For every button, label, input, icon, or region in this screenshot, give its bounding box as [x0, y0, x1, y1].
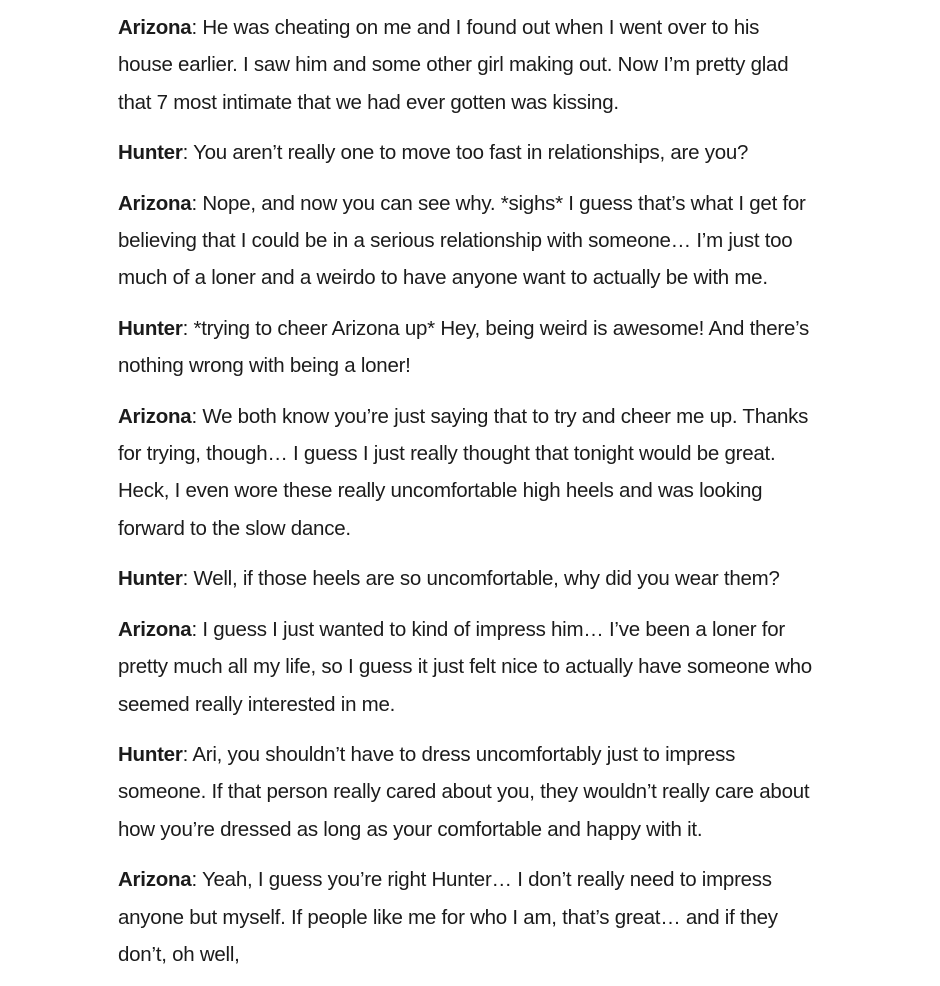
speaker-name: Arizona — [118, 16, 191, 39]
dialogue-paragraph — [118, 560, 818, 597]
dialogue-paragraph — [118, 134, 818, 171]
speaker-separator: : — [191, 868, 202, 891]
dialogue-paragraph — [118, 861, 818, 973]
speaker-separator: : — [191, 405, 202, 428]
dialogue-text: You aren’t really one to move too fast in relationships, are you? — [193, 141, 748, 164]
speaker-name: Hunter — [118, 317, 183, 340]
speaker-separator: : — [183, 317, 194, 340]
dialogue-text: He was cheating on me and I found out when I went over to his house earlier. I saw him and some other girl making out. Now I’m pretty glad that 7 most intimate that we had ever gotten was kissing. — [118, 16, 788, 114]
dialogue-text: Well, if those heels are so uncomfortable, why did you wear them? — [193, 567, 779, 590]
dialogue-text: We both know you’re just saying that to try and cheer me up. Thanks for trying, though… I guess I just really thought that tonight would be great. Heck, I even wore these really uncomfortable high heels and was looking forward to the slow dance. — [118, 405, 808, 540]
speaker-separator: : — [183, 141, 194, 164]
dialogue-paragraph — [118, 398, 818, 548]
speaker-name: Arizona — [118, 618, 191, 641]
speaker-separator: : — [191, 16, 202, 39]
dialogue-text: Ari, you shouldn’t have to dress uncomfortably just to impress someone. If that person really cared about you, they wouldn’t really care about how you’re dressed as long as your comfortable and happy with it. — [118, 743, 809, 841]
dialogue-text: I guess I just wanted to kind of impress him… I’ve been a loner for pretty much all my life, so I guess it just felt nice to actually have someone who seemed really interested in me. — [118, 618, 812, 716]
speaker-name: Arizona — [118, 868, 191, 891]
dialogue-paragraph — [118, 611, 818, 723]
dialogue-paragraph — [118, 310, 818, 385]
speaker-name: Arizona — [118, 405, 191, 428]
speaker-name: Hunter — [118, 567, 183, 590]
speaker-separator: : — [183, 743, 193, 766]
dialogue-text: Nope, and now you can see why. *sighs* I guess that’s what I get for believing that I could be in a serious relationship with someone… I’m just too much of a loner and a weirdo to have anyone want to actually be with me. — [118, 192, 806, 290]
dialogue-paragraph — [118, 185, 818, 297]
dialogue-text: Yeah, I guess you’re right Hunter… I don’t really need to impress anyone but myself. If people like me for who I am, that’s great… and if they don’t, oh well, — [118, 868, 778, 966]
speaker-name: Hunter — [118, 743, 183, 766]
dialogue-text: *trying to cheer Arizona up* Hey, being weird is awesome! And there’s nothing wrong with being a loner! — [118, 317, 809, 377]
speaker-separator: : — [191, 192, 202, 215]
dialogue-paragraph — [118, 736, 818, 848]
dialogue-paragraph — [118, 9, 818, 121]
speaker-separator: : — [183, 567, 194, 590]
speaker-name: Arizona — [118, 192, 191, 215]
dialogue — [118, 9, 818, 986]
speaker-name: Hunter — [118, 141, 183, 164]
speaker-separator: : — [191, 618, 202, 641]
